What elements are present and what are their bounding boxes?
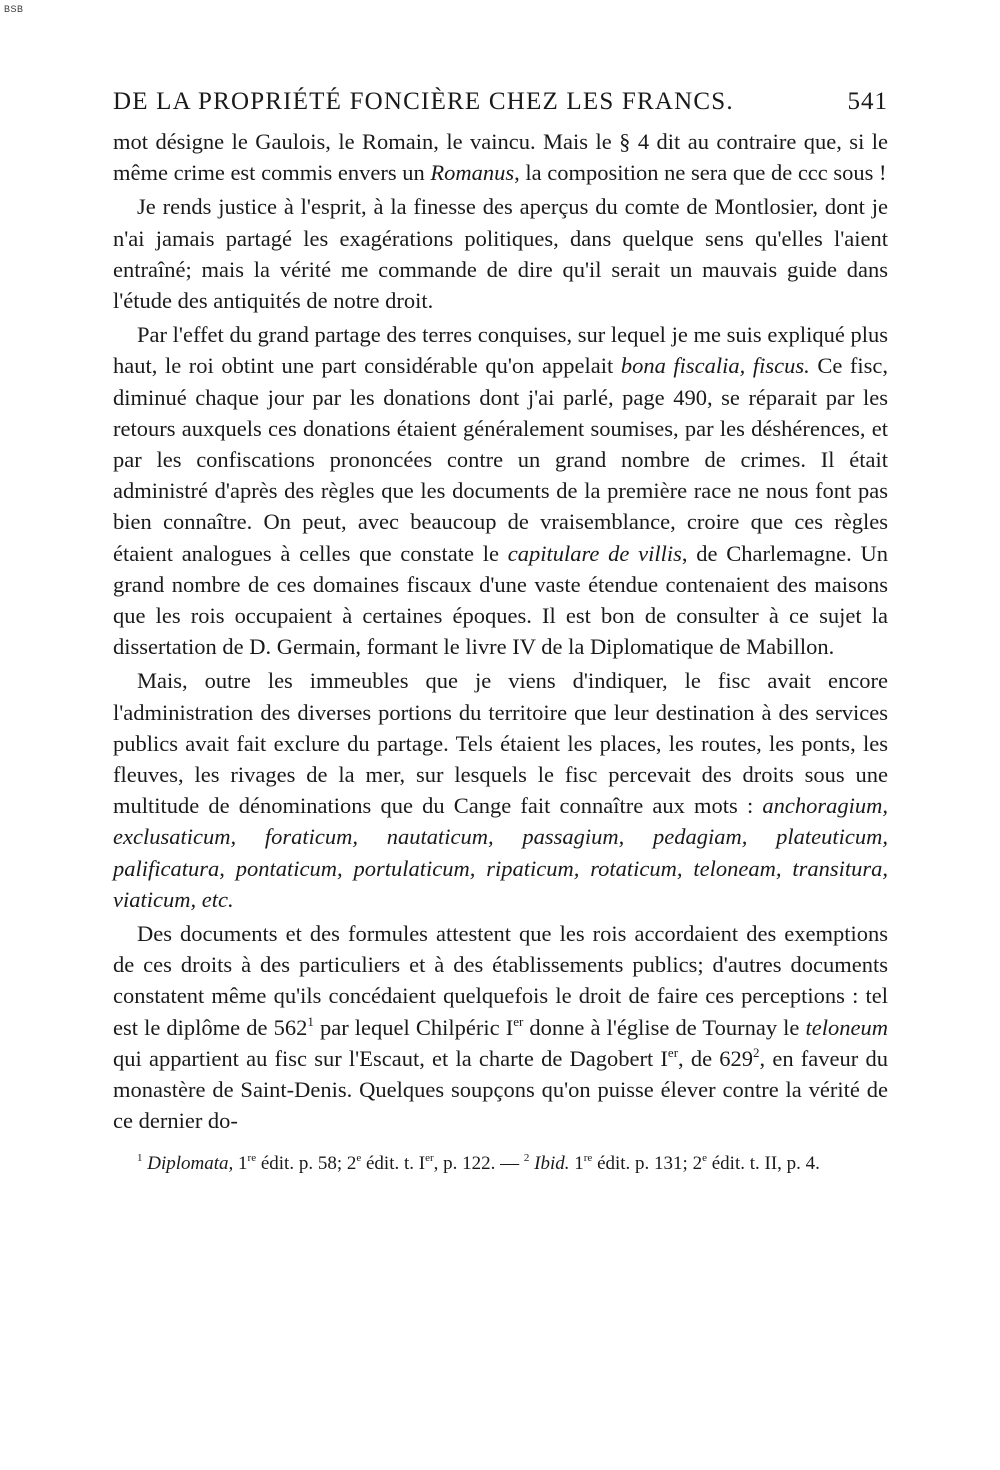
ordinal-superscript: e [702, 1151, 707, 1164]
footnote-text: , p. 122. — [433, 1152, 524, 1174]
text-run: , de Charlemagne. Un grand nombre de ces domaines fiscaux d'une vaste étendue contenaient des maisons que les rois occupaient à certaines époques. Il est bon de consulter à ce sujet la dissertation de D. Germain, formant le livre IV de la Diplomatique de Mabillon. [113, 540, 889, 660]
library-watermark: BSB [4, 4, 24, 14]
text-run: , en faveur du monastère de Saint-Denis. Quelques soupçons qu'on puisse élever contre la vérité de ce dernier do- [113, 1045, 888, 1134]
italic-term: bona fiscalia, fiscus. [620, 353, 810, 379]
text-run: donne à l'église de Tournay le [523, 1014, 806, 1040]
footnote-ref-1: 1 [307, 1013, 314, 1029]
paragraph-2: Je rends justice à l'esprit, à la finesse des aperçus du comte de Montlosier, dont je n'ai jamais partagé les exagérations politiques, dans quelque sens qu'elles l'aient entraîné; mais la vérité me commande de dire qu'il serait un mauvais guide dans l'étude des antiquités de notre droit. [113, 194, 888, 314]
italic-term: teloneum [805, 1014, 888, 1040]
text-run: Ce fisc, diminué chaque jour par les donations dont j'ai parlé, page 490, se réparait par les retours auxquels ces donations étaient généralement soumises, par les déshérences, et par les confiscations prononcées contre un grand nombre de crimes. Il était administré d'après des règles que les documents de la première race ne nous font pas bien connaître. On peut, avec beaucoup de vraisemblance, croire que ces règles étaient analogues à celles que constate le [113, 353, 889, 566]
footnote-italic: Ibid. [529, 1152, 570, 1174]
paragraph-1 [113, 126, 888, 188]
footnote-text: édit. p. 131; 2 [592, 1152, 703, 1174]
text-run: , de 629 [678, 1045, 754, 1071]
footnote-mark-1: 1 [137, 1151, 143, 1164]
running-head-title: DE LA PROPRIÉTÉ FONCIÈRE CHEZ LES FRANCS. [113, 88, 734, 115]
book-page [113, 88, 888, 1178]
ordinal-superscript: er [425, 1151, 434, 1164]
footnote-italic: Diplomata, [147, 1152, 234, 1174]
italic-term-list: anchoragium, exclusaticum, foraticum, nautaticum, passagium, pedagiam, plateuticum, palificatura, pontaticum, portulaticum, ripaticum, rotaticum, teloneam, transitura, viaticum, etc. [113, 793, 888, 912]
text-run: Par l'effet du grand partage des terres conquises, sur lequel je me suis expliqué plus haut, le roi obtint une part considérable qu'on appelait [113, 322, 888, 379]
ordinal-superscript: er [513, 1013, 524, 1029]
footnote-ref-2: 2 [753, 1044, 760, 1060]
text-run: mot désigne le Gaulois, le Romain, le vaincu. Mais le § 4 dit au contraire que, si le même crime est commis envers un [113, 129, 888, 186]
footnotes [113, 1149, 888, 1178]
text-run: Des documents et des formules attestent que les rois accordaient des exemptions de ces droits à des particuliers et à des établissements publics; d'autres documents constatent même qu'ils concédaient quelquefois le droit de faire ces perceptions : tel est le diplôme de 562 [113, 921, 888, 1040]
ordinal-superscript: er [667, 1044, 679, 1060]
running-head [113, 88, 888, 126]
italic-term: Romanus [430, 160, 515, 186]
footnote-text: édit. p. 58; 2 [256, 1152, 357, 1174]
body-text [113, 126, 888, 1137]
paragraph-3 [113, 319, 888, 662]
ordinal-superscript: e [356, 1151, 362, 1164]
text-run: , la composition ne sera que de ccc sous ! [514, 160, 887, 186]
ordinal-superscript: re [247, 1151, 257, 1164]
italic-term: capitulare de villis [507, 540, 682, 566]
footnote-mark-2: 2 [523, 1151, 530, 1164]
text-run: qui appartient au fisc sur l'Escaut, et la charte de Dagobert I [113, 1045, 668, 1071]
footnote-text: 1 [569, 1152, 584, 1174]
paragraph-4 [113, 665, 888, 915]
paragraph-5 [113, 918, 888, 1136]
ordinal-superscript: re [583, 1151, 593, 1164]
page-number: 541 [847, 88, 888, 115]
footnote-text: édit. t. I [361, 1152, 426, 1174]
text-run: Mais, outre les immeubles que je viens d'indiquer, le fisc avait encore l'administration des diverses portions du territoire que leur destination à des services publics avait fait exclure du partage. Tels étaient les places, les routes, les ponts, les fleuves, les rivages de la mer, sur lesquels le fisc percevait des droits sous une multitude de dénominations que du Cange fait connaître aux mots : [113, 668, 888, 819]
text-run: par lequel Chilpéric I [313, 1014, 514, 1040]
footnote-text: édit. t. II, p. 4. [706, 1152, 820, 1174]
footnote-text: 1 [233, 1152, 248, 1174]
